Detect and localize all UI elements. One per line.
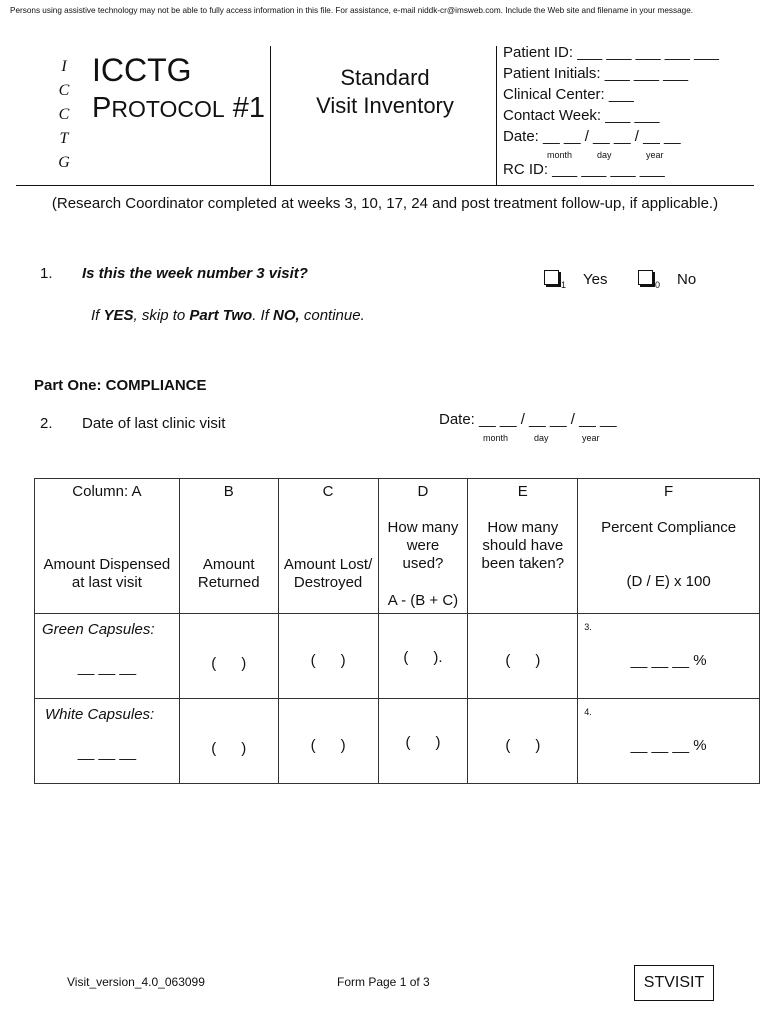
rc-id-field[interactable]: RC ID: ___ ___ ___ ___	[503, 161, 665, 178]
amount-used-cell	[378, 614, 468, 699]
q2-month-label: month	[483, 433, 509, 443]
form-title-line2: Visit Inventory	[316, 93, 454, 118]
row-label: White Capsules:	[45, 706, 155, 723]
table-row	[35, 699, 760, 784]
logo-letter: G	[58, 154, 70, 171]
logo-letter: C	[58, 82, 70, 99]
col-b-description	[180, 556, 278, 592]
q1-yes-checkbox[interactable]	[544, 270, 559, 285]
desc-line: were	[406, 537, 440, 554]
desc-line: Destroyed	[293, 574, 363, 591]
percent-compliance-field[interactable]: __ __ __ %	[630, 652, 707, 669]
amount-expected-field[interactable]: ( )	[505, 652, 541, 669]
row-label: Green Capsules:	[42, 621, 155, 638]
amount-used-field[interactable]: ( )	[405, 734, 441, 751]
page-number: Form Page 1 of 3	[337, 975, 430, 989]
date-day-label: day	[597, 150, 612, 160]
patient-id-field[interactable]: Patient ID: ___ ___ ___ ___ ___	[503, 44, 720, 61]
col-d-description	[379, 519, 468, 573]
desc-line: been taken?	[481, 555, 565, 572]
skip-text: If	[91, 307, 104, 324]
skip-text: . If	[252, 307, 274, 324]
q1-skip-instruction	[91, 307, 365, 324]
amount-returned-cell	[179, 614, 278, 699]
amount-dispensed-field[interactable]: __ __ __	[77, 744, 137, 761]
col-a-label: Column: A	[72, 483, 142, 500]
row-label-cell	[35, 699, 180, 784]
amount-returned-field[interactable]: ( )	[211, 740, 247, 757]
compliance-table	[34, 478, 760, 784]
desc-line: should have	[482, 537, 564, 554]
percent-compliance-cell	[578, 699, 760, 784]
col-e-header	[468, 479, 578, 614]
logo-letter: I	[61, 58, 67, 75]
col-b-header	[179, 479, 278, 614]
col-f-formula: (D / E) x 100	[626, 573, 711, 590]
clinical-center-field[interactable]: Clinical Center: ___	[503, 86, 634, 103]
col-c-header	[278, 479, 378, 614]
q2-date-field[interactable]: Date: __ __ / __ __ / __ __	[439, 411, 617, 428]
amount-used-field[interactable]: ( ).	[403, 649, 443, 666]
q1-no-label: No	[677, 271, 697, 288]
amount-dispensed-field[interactable]: __ __ __	[77, 659, 137, 676]
q2-year-label: year	[582, 433, 600, 443]
skip-text: , skip to	[133, 307, 190, 324]
form-code-box: STVISIT	[634, 965, 714, 1001]
col-c-description	[279, 556, 378, 592]
col-a-header	[35, 479, 180, 614]
patient-initials-field[interactable]: Patient Initials: ___ ___ ___	[503, 65, 689, 82]
date-year-label: year	[646, 150, 664, 160]
desc-line: Amount Dispensed	[43, 556, 171, 573]
date-field[interactable]: Date: __ __ / __ __ / __ __	[503, 128, 681, 145]
q2-text: Date of last clinic visit	[82, 415, 226, 432]
col-a-description	[35, 556, 179, 592]
col-b-label: B	[223, 483, 234, 500]
protocol-title	[92, 92, 265, 125]
q1-no-checkbox[interactable]	[638, 270, 653, 285]
date-month-label: month	[547, 150, 573, 160]
table-row	[35, 614, 760, 699]
desc-line: used?	[402, 555, 444, 572]
col-e-label: E	[517, 483, 528, 500]
desc-line: at last visit	[71, 574, 142, 591]
q1-no-code: 0	[655, 280, 661, 290]
amount-expected-cell	[468, 699, 578, 784]
amount-lost-field[interactable]: ( )	[310, 652, 346, 669]
q1-yes-label: Yes	[583, 271, 608, 288]
amount-expected-field[interactable]: ( )	[505, 737, 541, 754]
row-label-cell	[35, 614, 180, 699]
icctg-logo	[57, 55, 71, 175]
logo-letter: C	[58, 106, 70, 123]
amount-returned-cell	[179, 699, 278, 784]
skip-yes: YES	[103, 307, 134, 324]
form-version: Visit_version_4.0_063099	[67, 975, 205, 989]
col-f-header	[578, 479, 760, 614]
desc-line: How many	[487, 519, 559, 536]
header-bottom-rule	[16, 185, 754, 186]
col-c-label: C	[322, 483, 334, 500]
q1-yes-code: 1	[561, 280, 567, 290]
q1-number: 1.	[40, 265, 53, 282]
skip-no: NO,	[273, 307, 300, 324]
amount-lost-field[interactable]: ( )	[310, 737, 346, 754]
form-title-line1: Standard	[340, 65, 430, 90]
protocol-initial: P	[92, 92, 112, 124]
col-d-header	[378, 479, 468, 614]
q2-number: 2.	[40, 415, 53, 432]
header-divider-right	[496, 46, 497, 186]
contact-week-field[interactable]: Contact Week: ___ ___	[503, 107, 660, 124]
col-f-label: F	[664, 483, 674, 500]
form-title	[280, 64, 490, 120]
skip-text: continue.	[299, 307, 365, 324]
item-number: 4.	[584, 707, 592, 717]
instruction-note: (Research Coordinator completed at weeks 3, 10, 17, 24 and post treatment follow-up, if applicable.)	[51, 195, 719, 212]
col-d-label: D	[417, 483, 429, 500]
col-e-description	[468, 519, 577, 573]
percent-compliance-cell	[578, 614, 760, 699]
amount-used-cell	[378, 699, 468, 784]
q1-text: Is this the week number 3 visit?	[82, 265, 308, 282]
col-f-description: Percent Compliance	[601, 519, 737, 536]
desc-line: How many	[387, 519, 459, 536]
part-one-heading: Part One: COMPLIANCE	[34, 377, 207, 394]
amount-lost-cell	[278, 699, 378, 784]
q2-day-label: day	[534, 433, 549, 443]
table-header-row	[35, 479, 760, 614]
amount-returned-field[interactable]: ( )	[211, 655, 247, 672]
desc-line: Amount	[202, 556, 255, 573]
amount-expected-cell	[468, 614, 578, 699]
accessibility-notice: Persons using assistive technology may not be able to fully access information in this file. For assistance, e-mail niddk-cr@imsweb.com. Include the Web site and filename in your message.	[10, 6, 694, 15]
protocol-number: #1	[232, 92, 265, 124]
study-title: ICCTG	[92, 52, 192, 88]
amount-lost-cell	[278, 614, 378, 699]
logo-letter: T	[59, 130, 69, 147]
percent-compliance-field[interactable]: __ __ __ %	[630, 737, 707, 754]
header-divider-left	[270, 46, 271, 186]
skip-part-two: Part Two	[189, 307, 253, 324]
col-d-formula: A - (B + C)	[387, 592, 459, 609]
protocol-word: ROTOCOL	[111, 96, 225, 122]
desc-line: Returned	[197, 574, 260, 591]
item-number: 3.	[584, 622, 592, 632]
desc-line: Amount Lost/	[283, 556, 373, 573]
